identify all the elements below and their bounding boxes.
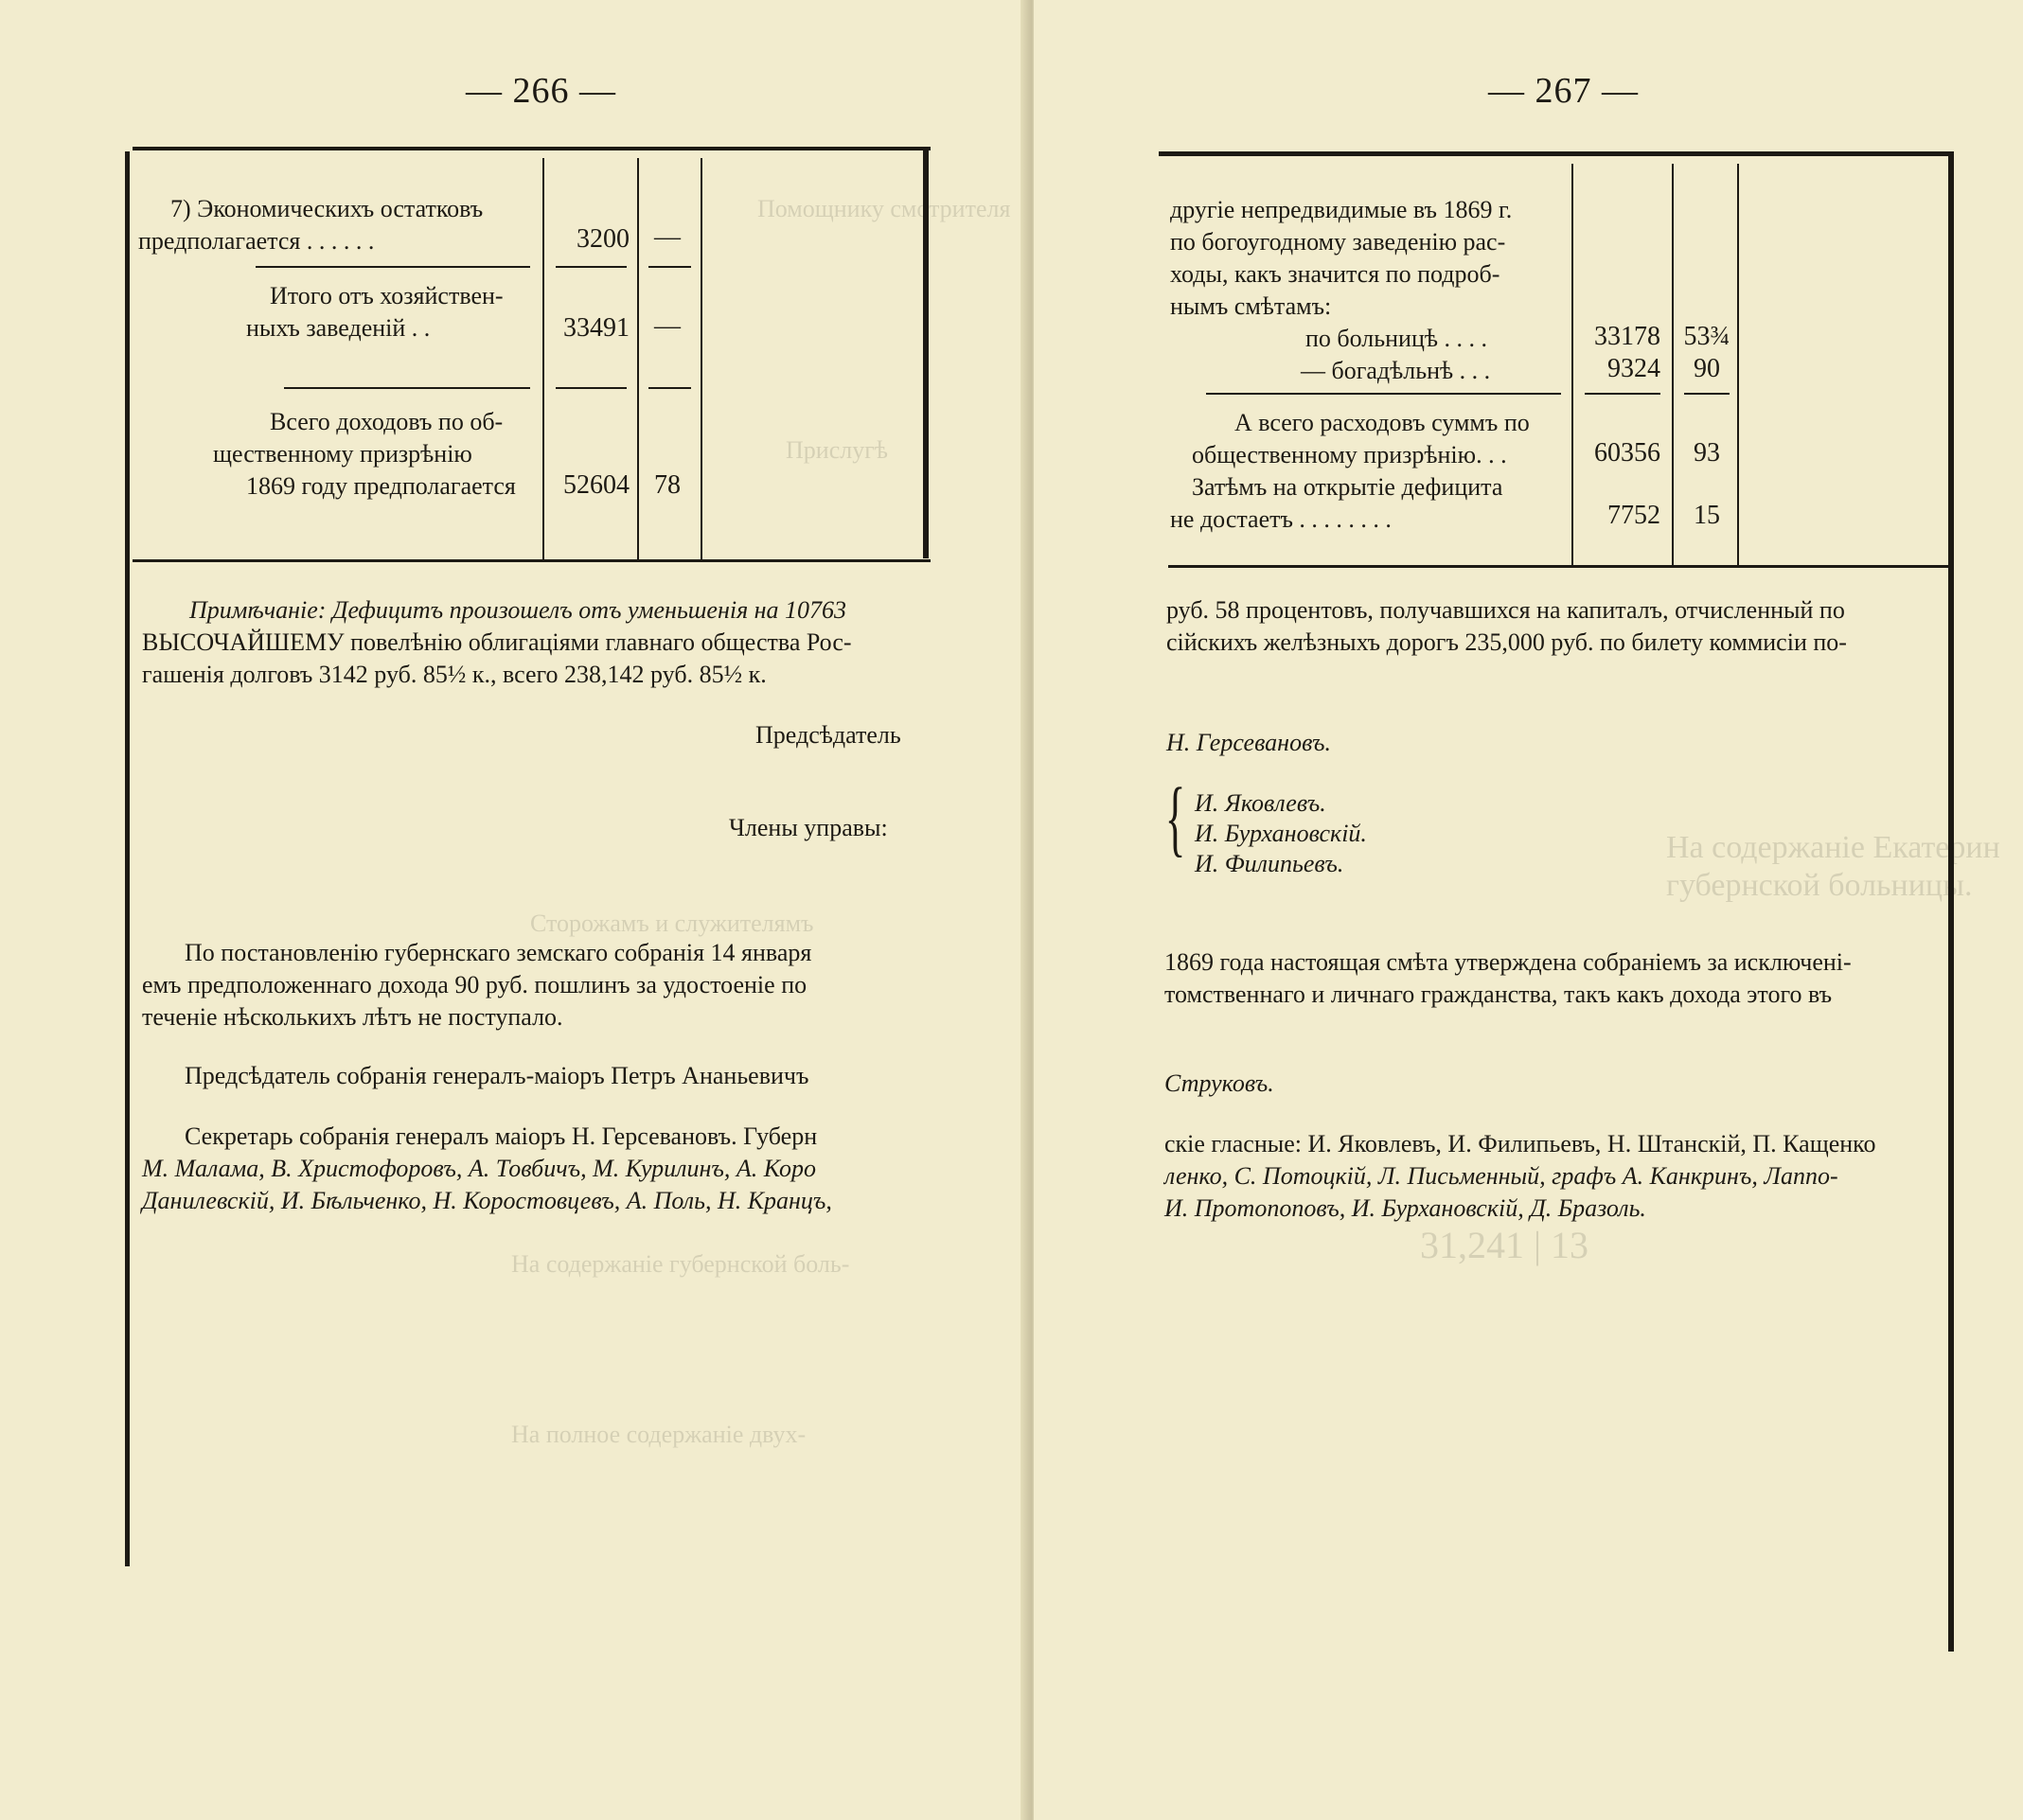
book-spread: — 266 — 7) Экономическихъ остатковъ предполагается . . . . . . 3200 — Итого отъ хозяйствен- ныхъ заведеній . . 33491 — Всего доходовъ по об- щественному призрѣнію 1869 году предполагается 52604 78 Помощнику смотрителя Прислугѣ Сторожамъ и служителямъ На содержаніе губернской боль- На полное содержаніе двух- Примѣчаніе: Дефицитъ произошелъ отъ уменьшенія на 10763 ВЫСОЧАЙШЕМУ повелѣнію облигаціями главнаго общества Рос- гашенія долговъ 3142 руб. 85½ к., всего 238,142 руб. 85½ к. Предсѣдатель Члены управы: По постановленію губернскаго земскаго собранія 14 января емъ предположеннаго дохода 90 руб. пошлинъ за удостоеніе по теченіе нѣсколькихъ лѣтъ не поступало. Предсѣдатель собранія генералъ-маіоръ Петръ Ананьевичъ Секретарь собранія генералъ маіоръ Н. Герсевановъ. Губерн М. Малама, В. Христофоровъ, А. Товбичъ, М. Курилинъ, А. Коро Данилевскій, И. Бѣльченко, Н. Коростовцевъ, А. Поль, Н. Кранцъ, — 267 — другіе непредвидимые въ 1869 г. по богоугодному заведенію рас- ходы, какъ значится по подроб- нымъ смѣтамъ: по больницѣ . . . . 33178 53¾ — богадѣльнѣ . . . 9324 90 А всего расходовъ суммъ по общественному призрѣнію. . . 60356 93 Затѣмъ на открытіе дефицита не достаетъ . . . . . . . . 7752 15 На содержаніе Екатерин губернской больницы. 31,241 | 13 руб. 58 процентовъ, получавшихся на капиталъ, отчисленный по сійскихъ желѣзныхъ дорогъ 235,000 руб. по билету коммисіи по- Н. Герсевановъ. { И. Яковлевъ. И. Бурхановскій. И. Филипьевъ. 1869 года настоящая смѣта утверждена собраніемъ за исключені- томственнаго и личнаго гражданства, такъ какъ дохода этого въ Струковъ. скіе гласные: И. Яковлевъ, И. Филипьевъ, Н. Штанскій, П. Кащенко ленко, С. Потоцкій, Л. Письменный, графъ А. Канкринъ, Лаппо- И. Протопоповъ, И. Бурхановскій, Д. Бразоль. (0, 0, 2023, 1820)
page-number: — 266 — (466, 71, 616, 111)
signer: Н. Герсевановъ. (1166, 729, 1332, 756)
brace-icon: { (1164, 771, 1186, 865)
table-row-label: Затѣмъ на открытіе дефицита (1192, 473, 1503, 501)
resolution-line: По постановленію губернскаго земскаго собранія 14 января (185, 939, 812, 966)
table-cell-rub: 7752 (1607, 501, 1660, 530)
assembly-chair: Предсѣдатель собранія генералъ-маіоръ Петръ Ананьевичъ (185, 1062, 809, 1089)
note-line: гашенія долговъ 3142 руб. 85½ к., всего 238,142 руб. 85½ к. (142, 661, 767, 688)
resolution-line: 1869 года настоящая смѣта утверждена собраніемъ за исключені- (1164, 948, 1852, 976)
signer: Струковъ. (1164, 1069, 1274, 1097)
table-row-label: другіе непредвидимые въ 1869 г. (1170, 196, 1513, 223)
table-row-label: не достаетъ . . . . . . . . (1170, 505, 1392, 533)
note-line: руб. 58 процентовъ, получавшихся на капиталъ, отчисленный по (1166, 596, 1845, 624)
table-row-label: 7) Экономическихъ остатковъ (170, 195, 484, 222)
member-name: И. Яковлевъ. (1195, 789, 1326, 817)
table-cell-kop: 15 (1694, 501, 1720, 530)
table-row-label: по богоугодному заведенію рас- (1170, 228, 1506, 256)
left-page: — 266 — 7) Экономическихъ остатковъ предполагается . . . . . . 3200 — Итого отъ хозяйствен- ныхъ заведеній . . 33491 — Всего доходовъ по об- щественному призрѣнію 1869 году предполагается 52604 78 Помощнику смотрителя Прислугѣ Сторожамъ и служителямъ На содержаніе губернской боль- На полное содержаніе двух- Примѣчаніе: Дефицитъ произошелъ отъ уменьшенія на 10763 ВЫСОЧАЙШЕМУ повелѣнію облигаціями главнаго общества Рос- гашенія долговъ 3142 руб. 85½ к., всего 238,142 руб. 85½ к. Предсѣдатель Члены управы: По постановленію губернскаго земскаго собранія 14 января емъ предположеннаго дохода 90 руб. пошлинъ за удостоеніе по теченіе нѣсколькихъ лѣтъ не поступало. Предсѣдатель собранія генералъ-маіоръ Петръ Ананьевичъ Секретарь собранія генералъ маіоръ Н. Герсевановъ. Губерн М. Малама, В. Христофоровъ, А. Товбичъ, М. Курилинъ, А. Коро Данилевскій, И. Бѣльченко, Н. Коростовцевъ, А. Поль, Н. Кранцъ, (0, 0, 1030, 1820)
table-cell-kop: 53¾ (1683, 322, 1730, 351)
table-row-label: Всего доходовъ по об- (270, 408, 504, 435)
table-row-label: — богадѣльнѣ . . . (1301, 357, 1491, 384)
glasnye-line: И. Протопоповъ, И. Бурхановскій, Д. Бразоль. (1164, 1194, 1646, 1222)
members-label: Члены управы: (729, 814, 888, 841)
table-cell-kop: 78 (654, 470, 681, 500)
table-cell-kop: — (654, 222, 681, 252)
page-number: — 267 — (1488, 71, 1639, 111)
note-line: сійскихъ желѣзныхъ дорогъ 235,000 руб. по билету коммисіи по- (1166, 628, 1847, 656)
table-row-label: ныхъ заведеній . . (246, 314, 431, 342)
table-row-label: 1869 году предполагается (246, 472, 516, 500)
table-cell-kop: — (654, 311, 681, 341)
secretary-line: Данилевскій, И. Бѣльченко, Н. Коростовцевъ, А. Поль, Н. Кранцъ, (142, 1187, 832, 1214)
table-cell-rub: 33178 (1594, 322, 1660, 351)
table-cell-rub: 52604 (563, 470, 630, 500)
resolution-line: емъ предположеннаго дохода 90 руб. пошлинъ за удостоеніе по (142, 971, 807, 998)
chairman-label: Предсѣдатель (755, 721, 901, 749)
table-cell-kop: 93 (1694, 438, 1720, 468)
resolution-line: теченіе нѣсколькихъ лѣтъ не поступало. (142, 1003, 563, 1031)
note-line: Примѣчаніе: Дефицитъ произошелъ отъ уменьшенія на 10763 (189, 596, 847, 624)
table-row-label: Итого отъ хозяйствен- (270, 282, 504, 309)
table-cell-rub: 60356 (1594, 438, 1660, 468)
table-row-label: общественному призрѣнію. . . (1192, 441, 1507, 468)
resolution-line: томственнаго и личнаго гражданства, такъ какъ дохода этого въ (1164, 981, 1833, 1008)
table-row-label: А всего расходовъ суммъ по (1234, 409, 1530, 436)
table-row-label: нымъ смѣтамъ: (1170, 292, 1332, 320)
member-name: И. Бурхановскій. (1195, 820, 1367, 847)
table-row-label: по больницѣ . . . . (1305, 325, 1487, 352)
glasnye-line: скіе гласные: И. Яковлевъ, И. Филипьевъ, Н. Штанскій, П. Кащенко (1164, 1130, 1876, 1157)
table-cell-kop: 90 (1694, 354, 1720, 383)
table-cell-rub: 33491 (563, 313, 630, 343)
table-cell-rub: 9324 (1607, 354, 1660, 383)
secretary-line: Секретарь собранія генералъ маіоръ Н. Герсевановъ. Губерн (185, 1122, 818, 1150)
secretary-line: М. Малама, В. Христофоровъ, А. Товбичъ, М. Курилинъ, А. Коро (142, 1155, 817, 1182)
table-cell-rub: 3200 (577, 224, 630, 254)
note-line: ВЫСОЧАЙШЕМУ повелѣнію облигаціями главнаго общества Рос- (142, 628, 852, 656)
glasnye-line: ленко, С. Потоцкій, Л. Письменный, графъ А. Канкринъ, Лаппо- (1164, 1162, 1838, 1190)
table-row-label: предполагается . . . . . . (138, 227, 375, 255)
table-row-label: щественному призрѣнію (213, 440, 472, 468)
member-name: И. Филипьевъ. (1195, 850, 1344, 877)
table-row-label: ходы, какъ значится по подроб- (1170, 260, 1500, 288)
page-frame-line (125, 151, 130, 1566)
expense-table (1159, 151, 1950, 573)
